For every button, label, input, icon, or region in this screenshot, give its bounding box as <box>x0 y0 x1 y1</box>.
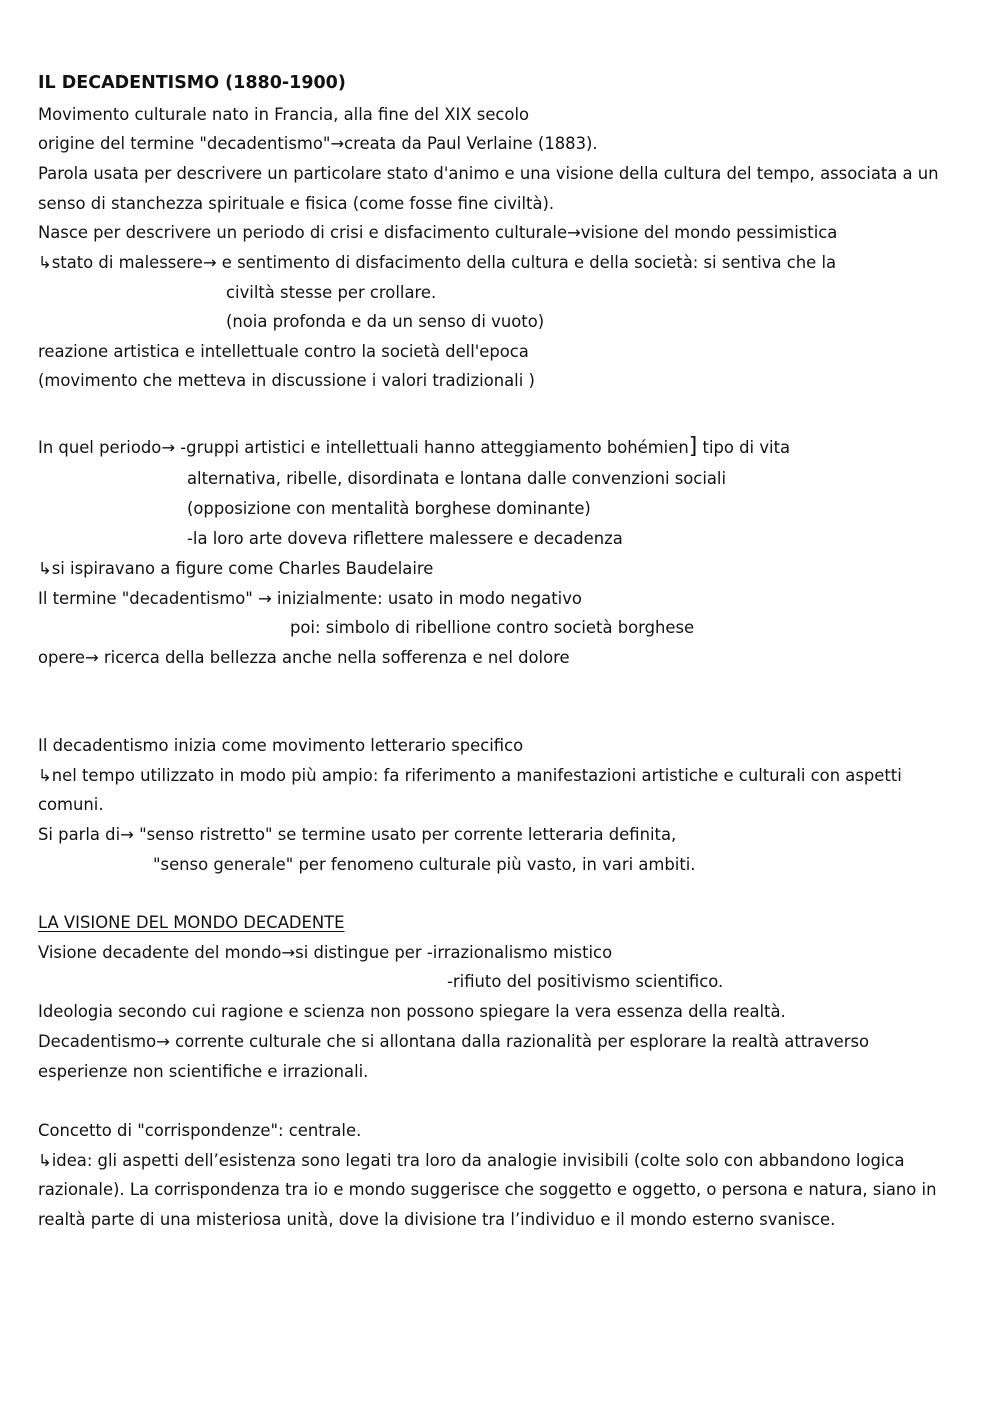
text-line: opere→ ricerca della bellezza anche nella sofferenza e nel dolore <box>38 648 570 667</box>
text-line: Movimento culturale nato in Francia, alla fine del XIX secolo <box>38 105 530 124</box>
text-line: alternativa, ribelle, disordinata e lontana dalle convenzioni sociali <box>187 469 727 488</box>
text-line: (noia profonda e da un senso di vuoto) <box>226 312 545 331</box>
text-line: origine del termine "decadentismo"→creata da Paul Verlaine (1883). <box>38 134 598 153</box>
text-line: (movimento che metteva in discussione i valori tradizionali ) <box>38 371 535 390</box>
text-line: razionale). La corrispondenza tra io e mondo suggerisce che soggetto e oggetto, o persona e natura, siano in <box>38 1180 937 1199</box>
text-line: civiltà stesse per crollare. <box>226 283 437 302</box>
text-line: Concetto di "corrispondenze": centrale. <box>38 1121 362 1140</box>
text-line: Visione decadente del mondo→si distingue per -irrazionalismo mistico <box>38 943 613 962</box>
text-line: ↳stato di malessere→ e sentimento di disfacimento della cultura e della società: si sentiva che la <box>38 253 837 272</box>
text-line: -la loro arte doveva riflettere malessere e decadenza <box>187 529 623 548</box>
section-heading: LA VISIONE DEL MONDO DECADENTE <box>38 913 345 932</box>
text-line: esperienze non scientifiche e irrazionali. <box>38 1062 369 1081</box>
text-line: Ideologia secondo cui ragione e scienza non possono spiegare la vera essenza della realtà. <box>38 1002 786 1021</box>
page-title: IL DECADENTISMO (1880-1900) <box>38 73 346 93</box>
text-line: Il decadentismo inizia come movimento letterario specifico <box>38 736 524 755</box>
text-line: poi: simbolo di ribellione contro società borghese <box>290 618 695 637</box>
text-segment: tipo di vita <box>697 438 791 457</box>
text-line: Il termine "decadentismo" → inizialmente: usato in modo negativo <box>38 589 582 608</box>
text-line: Si parla di→ "senso ristretto" se termine usato per corrente letteraria definita, <box>38 825 677 844</box>
text-line <box>38 434 791 459</box>
text-line: ↳si ispiravano a figure come Charles Baudelaire <box>38 559 434 578</box>
text-line: ↳nel tempo utilizzato in modo più ampio: fa riferimento a manifestazioni artistiche e culturali con aspetti <box>38 766 902 785</box>
text-line: realtà parte di una misteriosa unità, dove la divisione tra l’individuo e il mondo esterno svanisce. <box>38 1210 836 1229</box>
text-line: Decadentismo→ corrente culturale che si allontana dalla razionalità per esplorare la realtà attraverso <box>38 1032 870 1051</box>
text-segment: In quel periodo→ -gruppi artistici e intellettuali hanno atteggiamento bohémien <box>38 438 689 457</box>
text-line: (opposizione con mentalità borghese dominante) <box>187 499 591 518</box>
text-line: reazione artistica e intellettuale contro la società dell'epoca <box>38 342 529 361</box>
text-line: "senso generale" per fenomeno culturale più vasto, in vari ambiti. <box>153 855 696 874</box>
text-line: comuni. <box>38 795 104 814</box>
bracket-glyph: ] <box>688 434 698 459</box>
text-line: Parola usata per descrivere un particolare stato d'animo e una visione della cultura del tempo, associata a un <box>38 164 939 183</box>
text-line: -rifiuto del positivismo scientifico. <box>447 972 724 991</box>
text-line: senso di stanchezza spirituale e fisica (come fosse fine civiltà). <box>38 194 555 213</box>
text-line: ↳idea: gli aspetti dell’esistenza sono legati tra loro da analogie invisibili (colte solo con abbandono logica <box>38 1151 905 1170</box>
text-line: Nasce per descrivere un periodo di crisi e disfacimento culturale→visione del mondo pessimistica <box>38 223 838 242</box>
